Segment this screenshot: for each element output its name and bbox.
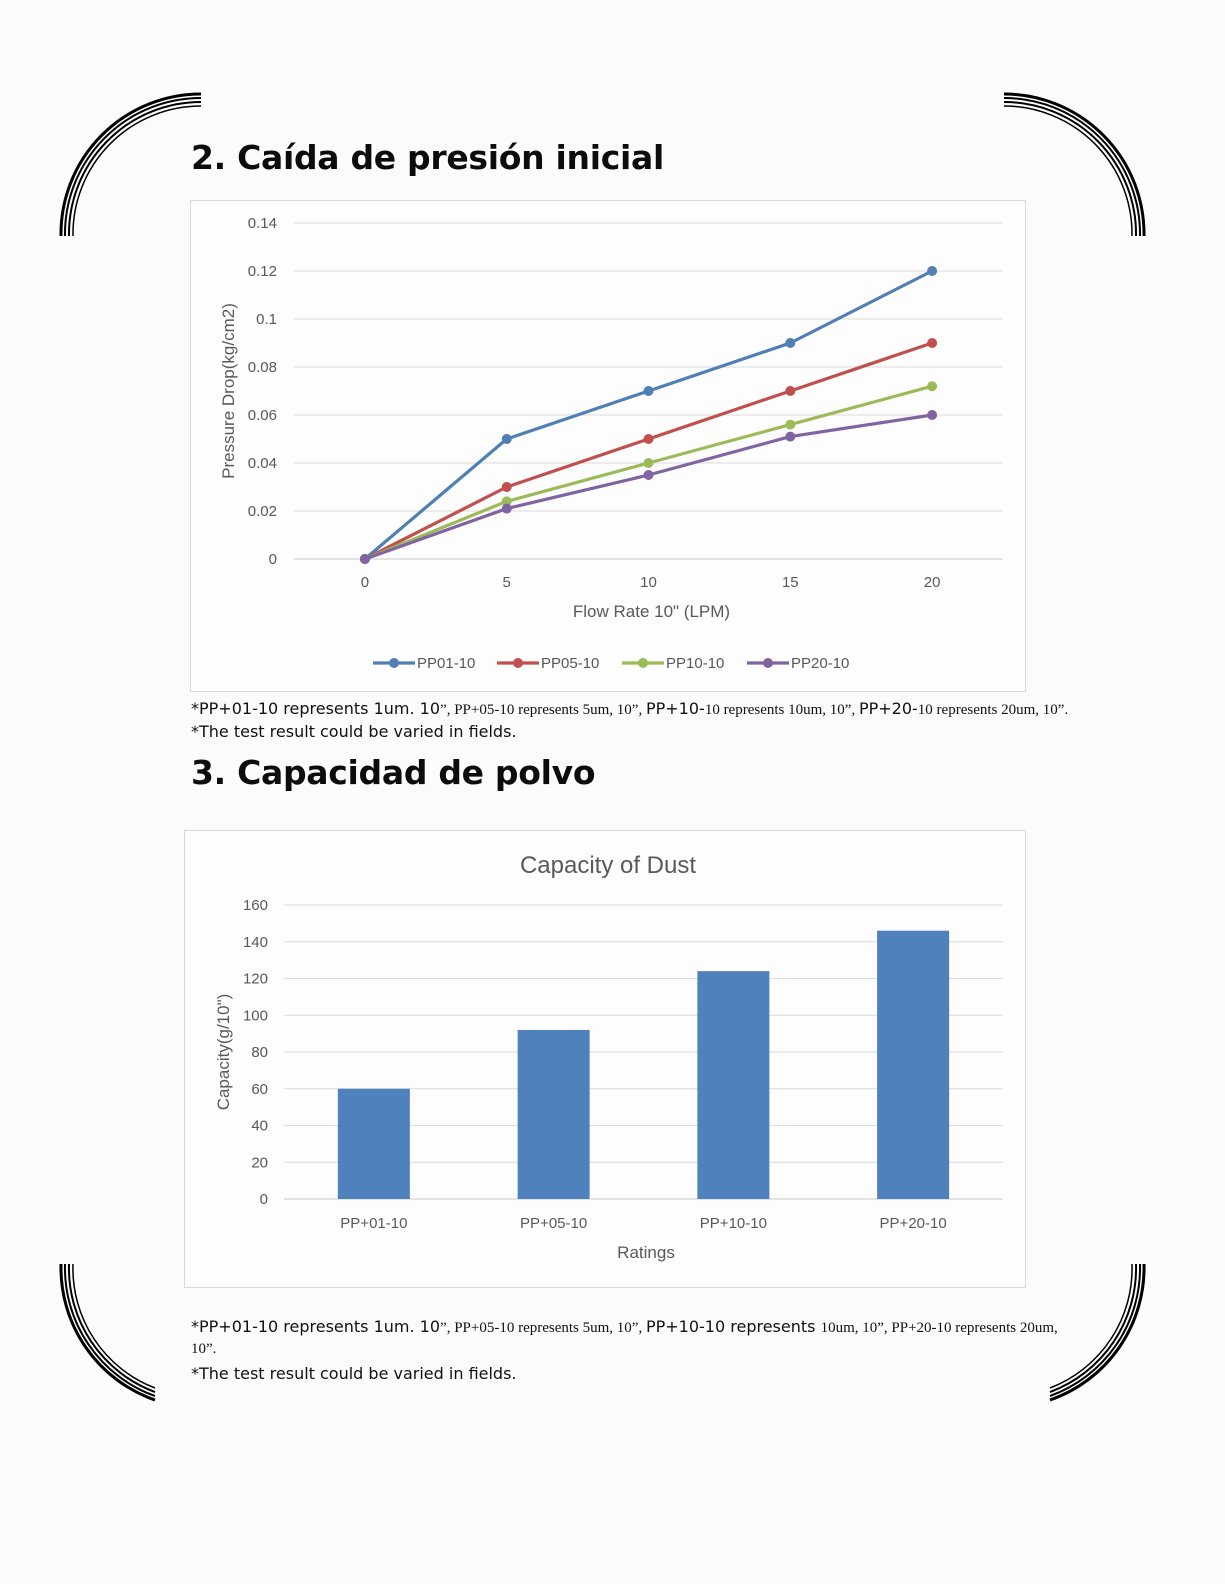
y-tick-label: 0.1	[256, 311, 277, 328]
y-tick-label: 160	[242, 897, 268, 914]
y-tick-label: 60	[251, 1080, 268, 1098]
bar-PP+01-10	[338, 1089, 410, 1199]
legend-swatch-marker	[513, 658, 523, 668]
dust-capacity-bar-chart	[185, 831, 1025, 1287]
bottom-left-corner-ornament	[55, 1262, 205, 1402]
data-point-PP01-10	[644, 386, 654, 396]
data-point-PP10-10	[927, 381, 937, 391]
x-tick-label: 10	[640, 574, 657, 591]
x-tick-label: 20	[923, 574, 941, 591]
data-point-PP10-10	[644, 458, 654, 468]
chart-title: Capacity of Dust	[519, 852, 697, 879]
x-tick-label: 5	[502, 574, 511, 591]
y-tick-label: 0.04	[247, 455, 277, 472]
section-3-note-line-2: 10”.	[191, 1341, 217, 1357]
bar-PP+10-10	[697, 971, 769, 1199]
x-tick-label: PP+10-10	[699, 1215, 767, 1232]
section-2-note-line-1	[191, 697, 1141, 722]
y-tick-label: 0	[268, 551, 277, 568]
x-axis-title: Ratings	[617, 1243, 675, 1262]
section-3-note-line-3: *The test result could be varied in fields.	[191, 1364, 517, 1383]
x-tick-label: PP+05-10	[520, 1215, 588, 1232]
top-left-corner-ornament	[55, 88, 205, 238]
y-axis-title: Capacity(g/10")	[214, 993, 233, 1111]
section-2-note-part-0: *PP+01-10 represents 1um. 10	[191, 699, 441, 718]
section-2-note-part-3: PP+10-	[645, 699, 705, 718]
x-tick-label: PP+01-10	[340, 1215, 408, 1232]
section-2-note-part-2: 10 represents 5um, 10”,	[499, 702, 646, 718]
bar-PP+05-10	[518, 1030, 590, 1199]
y-axis-title: Pressure Drop(kg/cm2)	[219, 303, 238, 479]
data-point-PP20-10	[502, 504, 512, 514]
y-tick-label: 40	[251, 1117, 268, 1135]
series-line-PP05-10	[365, 343, 932, 559]
data-point-PP20-10	[360, 554, 370, 564]
y-tick-label: 0	[259, 1191, 268, 1208]
legend-label: PP01-10	[417, 655, 476, 672]
x-tick-label: 15	[781, 574, 799, 591]
legend-label: PP05-10	[541, 655, 600, 672]
data-point-PP05-10	[927, 338, 937, 348]
section-2-note-part-6: 10 represents 20um, 10”.	[917, 702, 1069, 718]
data-point-PP05-10	[644, 434, 654, 444]
y-tick-label: 0.02	[247, 503, 277, 520]
legend-swatch-marker	[389, 658, 399, 668]
y-tick-label: 20	[251, 1154, 268, 1172]
data-point-PP20-10	[644, 470, 654, 480]
legend-swatch-marker	[763, 658, 773, 668]
data-point-PP01-10	[502, 434, 512, 444]
data-point-PP01-10	[927, 266, 937, 276]
y-tick-label: 140	[242, 933, 268, 951]
y-tick-label: 0.14	[247, 215, 277, 232]
data-point-PP20-10	[927, 410, 937, 420]
data-point-PP05-10	[785, 386, 795, 396]
bar-PP+20-10	[877, 931, 949, 1199]
section-3-note-part-0: *PP+01-10 represents 1um. 10	[191, 1317, 441, 1336]
section-3-note-part-5: 10 represents 20um,	[936, 1320, 1058, 1336]
y-tick-label: 120	[242, 970, 268, 988]
y-tick-label: 100	[242, 1007, 268, 1025]
section-2-note-part-1: ”, PP+05-	[440, 702, 500, 718]
section-3-heading: 3. Capacidad de polvo	[191, 753, 596, 792]
legend-label: PP10-10	[666, 655, 725, 672]
section-3-note-part-4: 10um, 10”, PP+20-	[820, 1320, 937, 1336]
section-2-heading: 2. Caída de presión inicial	[191, 138, 665, 177]
x-tick-label: 0	[360, 574, 370, 591]
x-tick-label: PP+20-10	[879, 1215, 947, 1232]
section-2-note-line-2: *The test result could be varied in fields.	[191, 722, 517, 741]
y-tick-label: 0.12	[247, 263, 277, 280]
legend-label: PP20-10	[791, 655, 850, 672]
section-3-note-part-2: 10 represents 5um, 10”,	[499, 1320, 646, 1336]
y-tick-label: 0.06	[247, 407, 277, 424]
data-point-PP10-10	[785, 420, 795, 430]
section-3-note-part-1: ”, PP+05-	[440, 1320, 500, 1336]
data-point-PP01-10	[785, 338, 795, 348]
section-2-note-part-4: 10 represents 10um, 10”,	[704, 702, 859, 718]
section-2-note-part-5: PP+20-	[858, 699, 918, 718]
pressure-drop-chart-frame	[190, 200, 1026, 692]
x-axis-title: Flow Rate 10" (LPM)	[572, 602, 731, 621]
dust-capacity-chart-frame	[184, 830, 1026, 1288]
pressure-drop-line-chart	[191, 201, 1025, 691]
section-3-note-line-1	[191, 1315, 1141, 1340]
y-tick-label: 0.08	[247, 359, 277, 376]
section-3-note-part-3: PP+10-10 represents	[645, 1317, 821, 1336]
legend-swatch-marker	[638, 658, 648, 668]
data-point-PP05-10	[502, 482, 512, 492]
y-tick-label: 80	[251, 1044, 268, 1061]
data-point-PP20-10	[785, 432, 795, 442]
